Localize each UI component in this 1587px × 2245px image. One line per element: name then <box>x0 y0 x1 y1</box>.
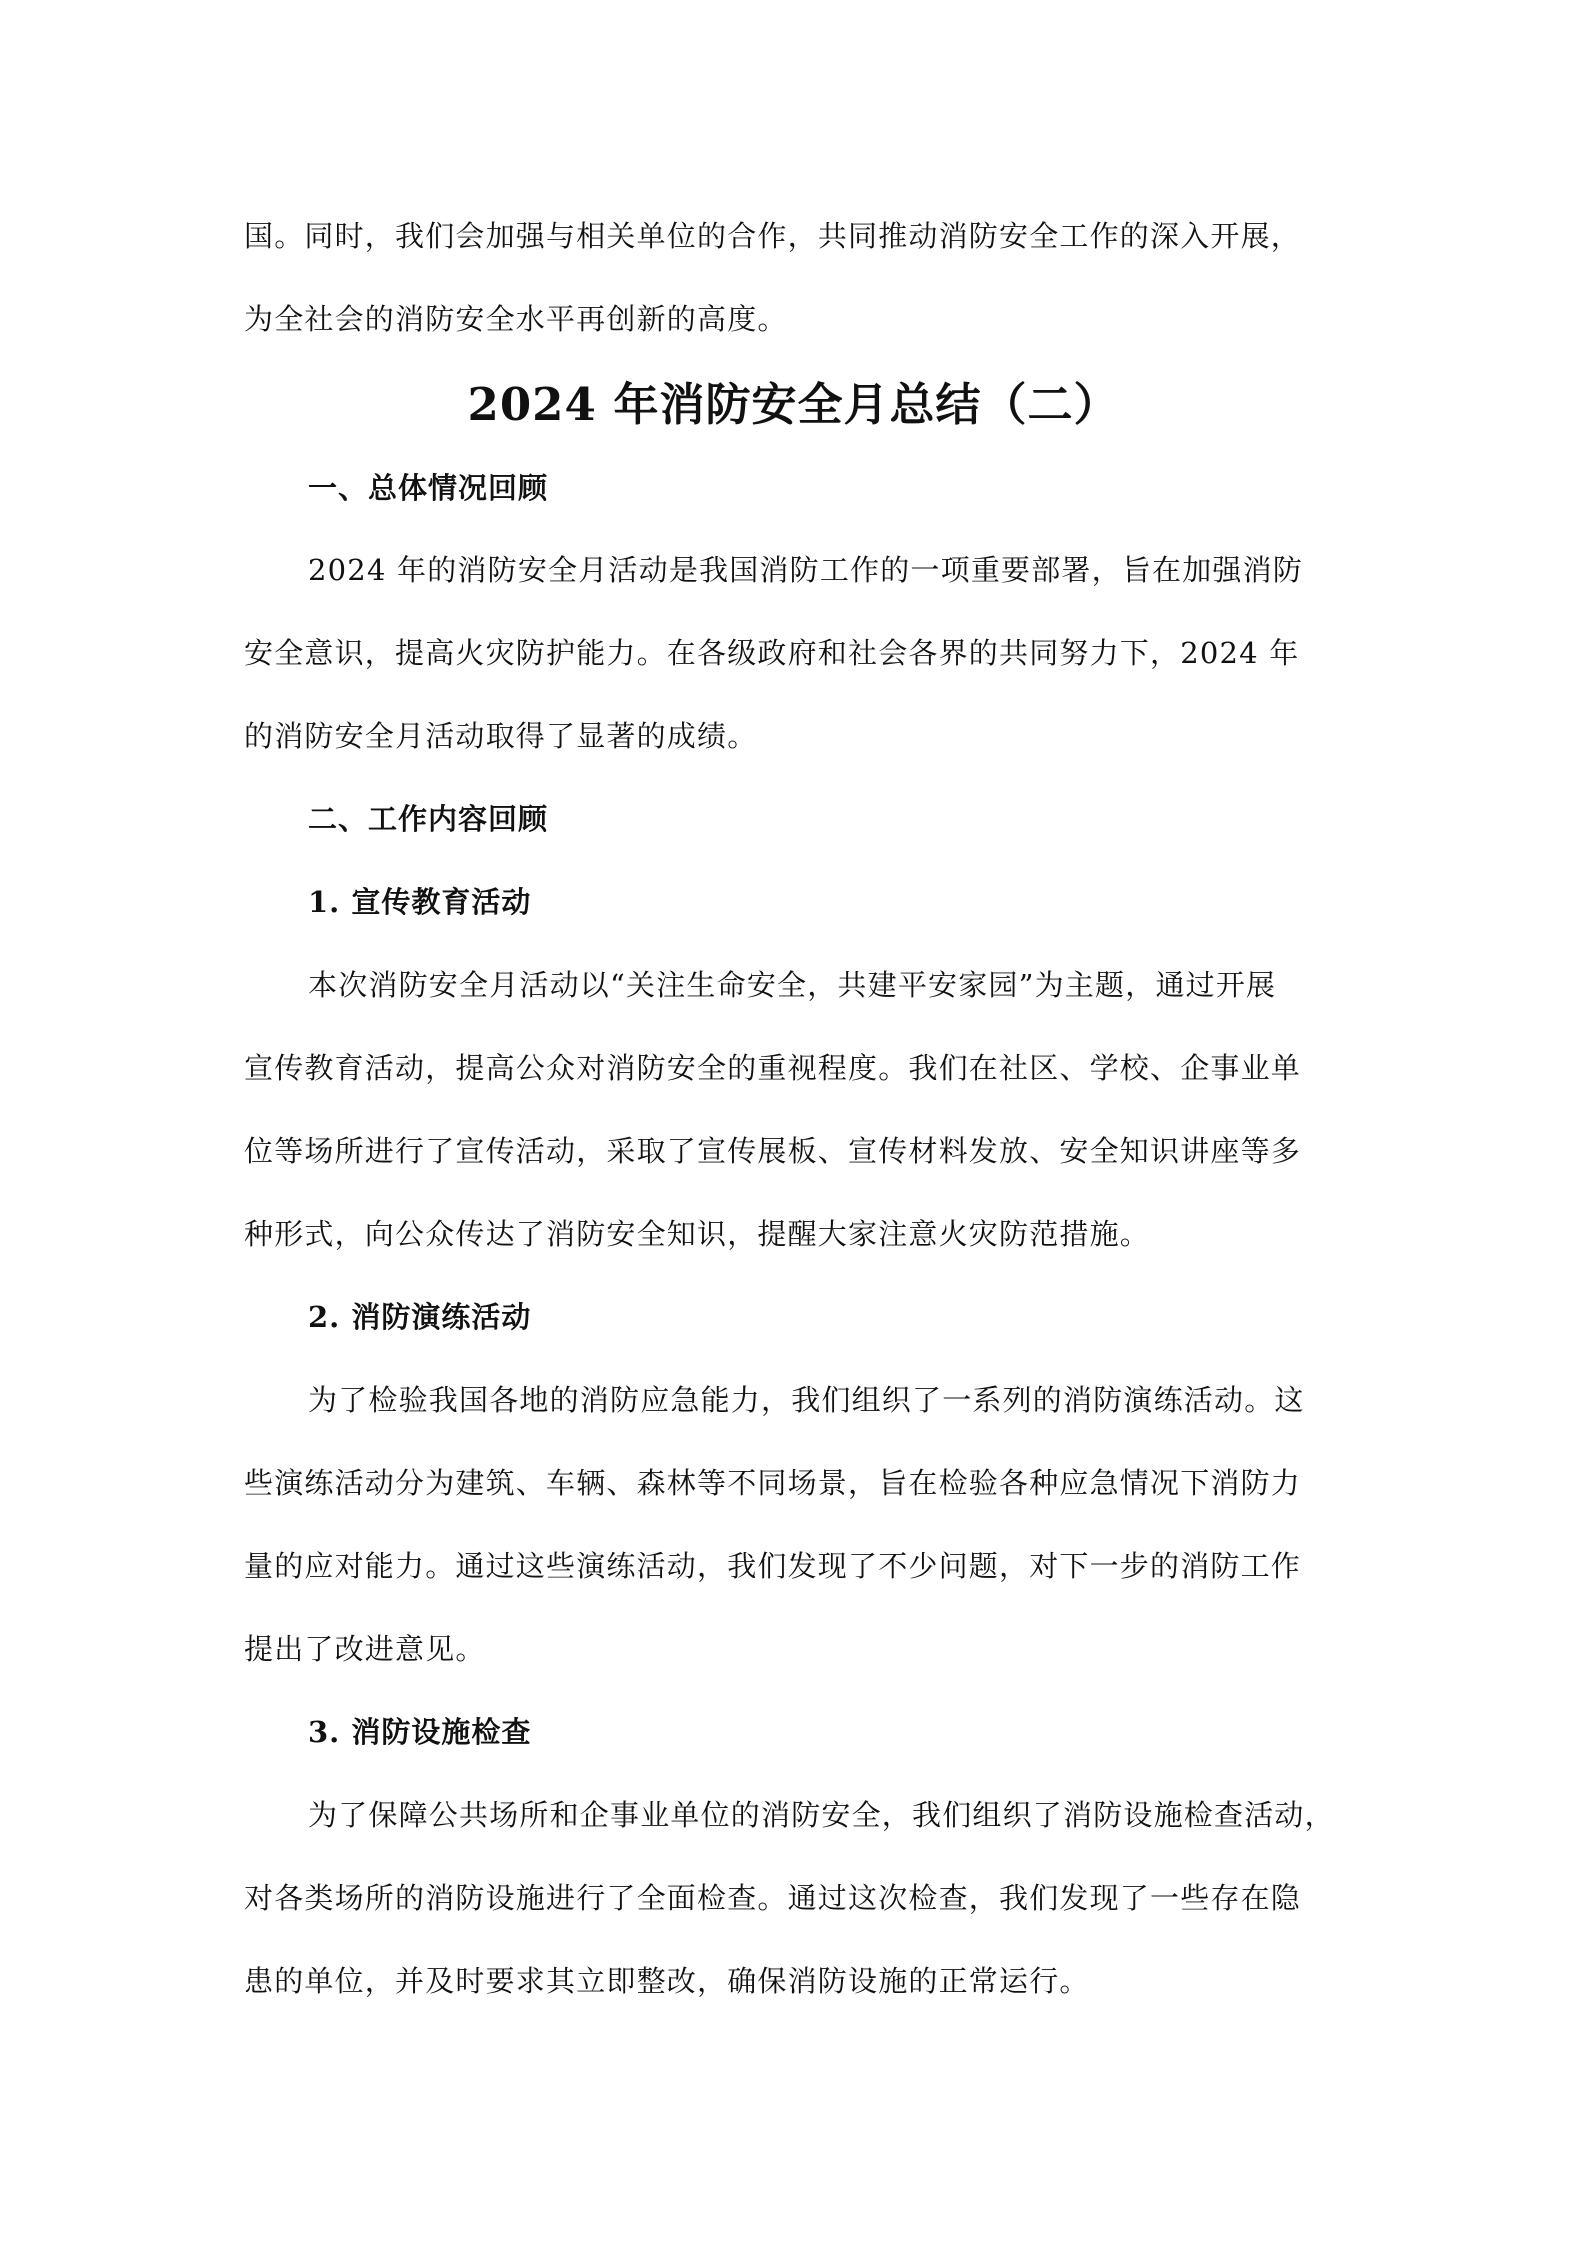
paragraph-line: 量的应对能力。通过这些演练活动，我们发现了不少问题，对下一步的消防工作 <box>244 1549 1302 1583</box>
subsection-heading-drills: 2. 消防演练活动 <box>308 1300 532 1334</box>
subsection-heading-publicity: 1. 宣传教育活动 <box>308 885 532 919</box>
paragraph-line: 2024 年的消防安全月活动是我国消防工作的一项重要部署，旨在加强消防 <box>308 553 1304 587</box>
paragraph-line: 的消防安全月活动取得了显著的成绩。 <box>244 719 758 753</box>
paragraph-line: 宣传教育活动，提高公众对消防安全的重视程度。我们在社区、学校、企事业单 <box>244 1051 1302 1085</box>
carryover-line-1: 国。同时，我们会加强与相关单位的合作，共同推动消防安全工作的深入开展， <box>244 219 1302 253</box>
paragraph-line: 为了检验我国各地的消防应急能力，我们组织了一系列的消防演练活动。这 <box>308 1383 1305 1417</box>
paragraph-line: 提出了改进意见。 <box>244 1632 486 1666</box>
section-heading-overview: 一、总体情况回顾 <box>308 471 549 505</box>
paragraph-line: 对各类场所的消防设施进行了全面检查。通过这次检查，我们发现了一些存在隐 <box>244 1881 1302 1915</box>
section-heading-work-content: 二、工作内容回顾 <box>308 802 549 836</box>
paragraph-line: 患的单位，并及时要求其立即整改，确保消防设施的正常运行。 <box>244 1964 1090 1998</box>
paragraph-line: 为了保障公共场所和企事业单位的消防安全，我们组织了消防设施检查活动， <box>308 1798 1335 1832</box>
paragraph-line: 位等场所进行了宣传活动，采取了宣传展板、宣传材料发放、安全知识讲座等多 <box>244 1134 1302 1168</box>
paragraph-line: 种形式，向公众传达了消防安全知识，提醒大家注意火灾防范措施。 <box>244 1217 1151 1251</box>
paragraph-line: 安全意识，提高火灾防护能力。在各级政府和社会各界的共同努力下，2024 年 <box>244 636 1300 670</box>
carryover-line-2: 为全社会的消防安全水平再创新的高度。 <box>244 302 788 336</box>
document-title: 2024 年消防安全月总结（二） <box>467 378 1120 431</box>
paragraph-line: 些演练活动分为建筑、车辆、森林等不同场景，旨在检验各种应急情况下消防力 <box>244 1466 1302 1500</box>
paragraph-line: 本次消防安全月活动以“关注生命安全，共建平安家园”为主题，通过开展 <box>308 968 1277 1002</box>
subsection-heading-facility-inspection: 3. 消防设施检查 <box>308 1715 532 1749</box>
